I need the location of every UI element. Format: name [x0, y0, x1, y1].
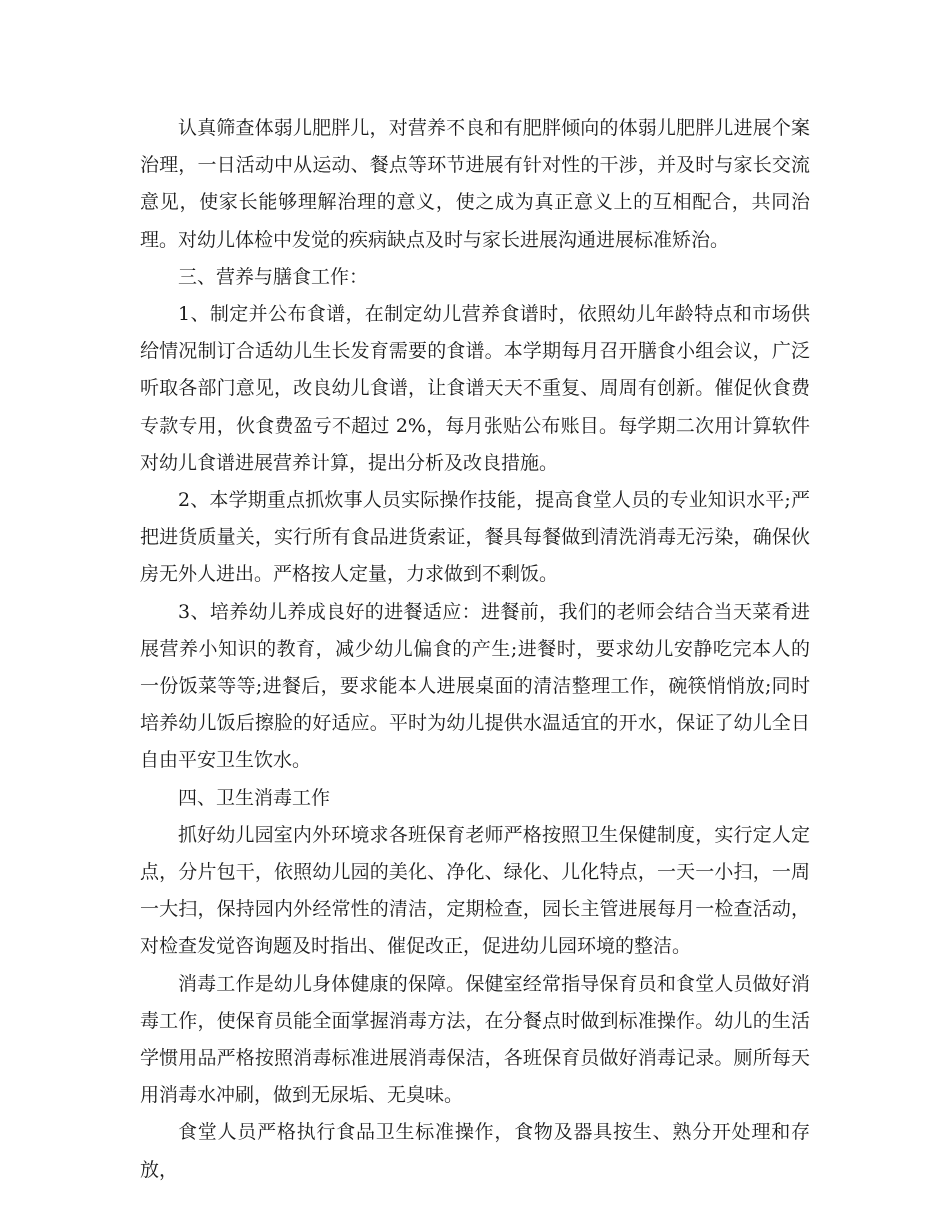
paragraph-weak-obese-children: 认真筛查体弱儿肥胖儿，对营养不良和有肥胖倾向的体弱儿肥胖儿进展个案治理，一日活动中从运动、餐点等环节进展有针对性的干涉，并及时与家长交流意见，使家长能够理解治理的意义，使之成为真正意义上的互相配合，共同治理。对幼儿体检中发觉的疾病缺点及时与家长进展沟通进展标准矫治。 — [140, 117, 810, 251]
paragraph-menu-planning: 1、制定并公布食谱，在制定幼儿营养食谱时，依照幼儿年龄特点和市场供给情况制订合适幼儿生长发育需要的食谱。本学期每月召开膳食小组会议，广泛听取各部门意见，改良幼儿食谱，让食谱天天不重复、周周有创新。催促伙食费专款专用，伙食费盈亏不超过 2%，每月张贴公布账目。每学期二次用计算软件对幼儿食谱进展营养计算，提出分析及改良措施。 — [140, 303, 810, 474]
paragraph-canteen-food-safety: 食堂人员严格执行食品卫生标准操作，食物及器具按生、熟分开处理和存放， — [140, 1121, 810, 1181]
section-heading-nutrition-diet: 三、营养与膳食工作： — [178, 265, 369, 288]
paragraph-environment-cleaning: 抓好幼儿园室内外环境求各班保育老师严格按照卫生保健制度，实行定人定点，分片包干，依照幼儿园的美化、净化、绿化、儿化特点，一天一小扫，一周一大扫，保持园内外经常性的清洁，定期检查，园长主管进展每月一检查活动，对检查发觉咨询题及时指出、催促改正，促进幼儿园环境的整洁。 — [140, 823, 810, 958]
paragraph-kitchen-staff-skills: 2、本学期重点抓炊事人员实际操作技能，提高食堂人员的专业知识水平;严把进货质量关，实行所有食品进货索证，餐具每餐做到清洗消毒无污染，确保伙房无外人进出。严格按人定量，力求做到不剩饭。 — [140, 489, 810, 586]
paragraph-eating-habits: 3、培养幼儿养成良好的进餐适应：进餐前，我们的老师会结合当天菜肴进展营养小知识的教育，减少幼儿偏食的产生;进餐时，要求幼儿安静吃完本人的一份饭菜等等;进餐后，要求能本人进展桌面的清洁整理工作，碗筷悄悄放;同时培养幼儿饭后擦脸的好适应。平时为幼儿提供水温适宜的开水，保证了幼儿全日自由平安卫生饮水。 — [140, 600, 810, 772]
document-body — [140, 110, 810, 1189]
paragraph-disinfection-work: 消毒工作是幼儿身体健康的保障。保健室经常指导保育员和食堂人员做好消毒工作，使保育员能全面掌握消毒方法，在分餐点时做到标准操作。幼儿的生活学惯用品严格按照消毒标准进展消毒保洁，各班保育员做好消毒记录。厕所每天用消毒水冲刷，做到无尿垢、无臭味。 — [140, 972, 810, 1107]
section-heading-hygiene-disinfection: 四、卫生消毒工作 — [178, 786, 331, 809]
